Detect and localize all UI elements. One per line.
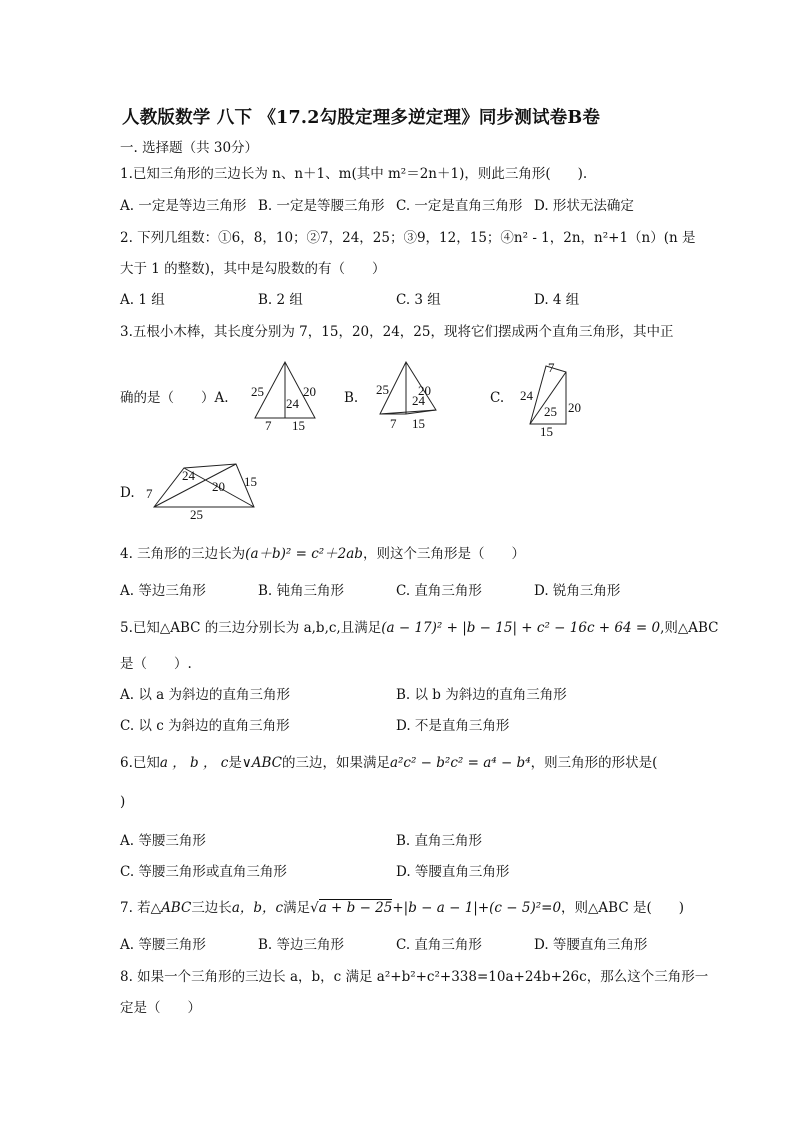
q7-sqrt-radicand: a + b − 25 xyxy=(318,900,393,916)
figure-d-label-20: 20 xyxy=(212,479,225,494)
q7-sqrt-sign: √ xyxy=(310,900,319,916)
q7-stem-mid: 三边长 xyxy=(191,900,232,916)
page-title: 人教版数学 八下 《17.2勾股定理多逆定理》同步测试卷B卷 xyxy=(122,108,601,128)
q6-triangle-symbol: ∨ABC xyxy=(241,755,282,771)
figure-d-label-24: 24 xyxy=(182,468,195,483)
q6-option-c: C. 等腰三角形或直角三角形 xyxy=(120,864,287,880)
q7-formula: +|b − a − 1|+(c − 5)²=0 xyxy=(392,900,562,916)
q4-option-a: A. 等边三角形 xyxy=(120,583,206,599)
figure-c-label-25: 25 xyxy=(544,404,557,419)
q4-formula: (a＋b)² = c²＋2ab xyxy=(245,546,363,562)
q7-vars: a，b，c xyxy=(231,900,284,916)
q5-option-c: C. 以 c 为斜边的直角三角形 xyxy=(120,718,290,734)
q7-stem-mid2: 满足 xyxy=(283,900,311,916)
q3-label-d: D. xyxy=(120,485,135,501)
q7-stem xyxy=(120,899,684,917)
q7-stem-pre: 7. 若△ xyxy=(120,900,162,916)
q6-stem-post: ，则三角形的形状是( xyxy=(530,755,658,771)
q6-stem-pre: 6.已知 xyxy=(120,755,160,771)
q6-stem-mid: 是 xyxy=(228,755,242,771)
q2-stem-line2: 大于 1 的整数)，其中是勾股数的有（ ） xyxy=(120,261,386,277)
q2-option-a: A. 1 组 xyxy=(120,292,165,308)
q8-stem-line2: 定是（ ） xyxy=(120,1000,201,1016)
q6-stem-mid2: 的三边，如果满足 xyxy=(281,755,390,771)
q7-option-b: B. 等边三角形 xyxy=(258,937,345,953)
figure-d-label-25: 25 xyxy=(190,507,203,522)
figure-a-label-25: 25 xyxy=(251,384,264,399)
q4-option-b: B. 钝角三角形 xyxy=(258,583,345,599)
q5-stem-post: ,则△ABC xyxy=(660,620,719,636)
section-heading: 一. 选择题（共 30分） xyxy=(120,140,259,156)
figure-a-triangle xyxy=(245,358,325,434)
q3-stem-line2: 确的是（ ）A. xyxy=(120,390,229,406)
q2-option-b: B. 2 组 xyxy=(258,292,303,308)
q6-vars: a ， b ， c xyxy=(159,755,229,771)
q4-stem-pre: 4. 三角形的三边长为 xyxy=(120,546,246,562)
figure-b-triangle xyxy=(370,358,450,434)
figure-b-label-25: 25 xyxy=(376,382,389,397)
figure-c-label-7: 7 xyxy=(548,360,555,375)
q5-option-b: B. 以 b 为斜边的直角三角形 xyxy=(396,687,567,703)
q5-option-a: A. 以 a 为斜边的直角三角形 xyxy=(120,687,290,703)
q6-formula: a²c² − b²c² = a⁴ − b⁴ xyxy=(389,755,531,771)
q1-option-a: A. 一定是等边三角形 xyxy=(120,198,247,214)
figure-d-outline xyxy=(154,464,254,507)
figure-d-label-7: 7 xyxy=(146,486,153,501)
q5-option-d: D. 不是直角三角形 xyxy=(396,718,510,734)
q7-option-d: D. 等腰直角三角形 xyxy=(534,937,648,953)
q7-option-c: C. 直角三角形 xyxy=(396,937,482,953)
figure-a-label-24: 24 xyxy=(286,396,299,411)
q6-option-d: D. 等腰直角三角形 xyxy=(396,864,510,880)
q2-stem-line1: 2. 下列几组数：①6，8，10；②7，24，25；③9，12，15；④n² - 1，2n，n²+1（n）(n 是 xyxy=(120,230,696,246)
figure-a-label-20: 20 xyxy=(303,384,316,399)
figure-c-quadrilateral xyxy=(516,360,586,440)
q1-option-b: B. 一定是等腰三角形 xyxy=(258,198,385,214)
q6-stem-line2: ) xyxy=(120,794,126,810)
q7-abc: ABC xyxy=(161,900,192,916)
q5-stem-pre: 5.已知△ABC 的三边分别长为 a,b,c,且满足 xyxy=(120,620,382,636)
q3-stem-line1: 3.五根小木棒，其长度分别为 7，15，20，24，25，现将它们摆成两个直角三角形，其中正 xyxy=(120,324,674,340)
q1-stem: 1.已知三角形的三边长为 n、n＋1、m(其中 m²＝2n＋1)，则此三角形( ). xyxy=(120,166,588,182)
figure-d-label-15: 15 xyxy=(244,474,257,489)
q5-formula: (a − 17)² + |b − 15| + c² − 16c + 64 = 0 xyxy=(381,620,661,636)
q3-label-b: B. xyxy=(344,390,359,406)
q7-option-a: A. 等腰三角形 xyxy=(120,937,206,953)
q2-option-d: D. 4 组 xyxy=(534,292,580,308)
figure-c-label-15: 15 xyxy=(540,424,553,439)
figure-b-label-24: 24 xyxy=(412,393,425,408)
q3-label-c: C. xyxy=(490,390,505,406)
q4-stem-post: ，则这个三角形是（ ） xyxy=(362,546,525,562)
q4-stem xyxy=(120,545,525,563)
q7-stem-post: ，则△ABC 是( ) xyxy=(561,900,685,916)
q5-stem-line1 xyxy=(120,619,719,637)
q8-stem-line1: 8. 如果一个三角形的三边长 a，b，c 满足 a²+b²+c²+338=10a+24b+26c，那么这个三角形一 xyxy=(120,969,709,985)
figure-a-label-7: 7 xyxy=(265,418,272,433)
q5-stem-line2: 是（ ）. xyxy=(120,656,192,672)
figure-b-label-7: 7 xyxy=(390,416,397,431)
q6-option-a: A. 等腰三角形 xyxy=(120,833,206,849)
q1-option-d: D. 形状无法确定 xyxy=(534,198,634,214)
q2-option-c: C. 3 组 xyxy=(396,292,441,308)
figure-b-label-15: 15 xyxy=(412,416,425,431)
q4-option-c: C. 直角三角形 xyxy=(396,583,482,599)
q1-option-c: C. 一定是直角三角形 xyxy=(396,198,523,214)
figure-c-label-20: 20 xyxy=(568,400,581,415)
figure-d-shape xyxy=(144,460,266,522)
q6-option-b: B. 直角三角形 xyxy=(396,833,483,849)
figure-b-label-20: 20 xyxy=(418,383,431,398)
figure-a-label-15: 15 xyxy=(292,418,305,433)
q4-option-d: D. 锐角三角形 xyxy=(534,583,621,599)
q6-stem-line1 xyxy=(120,754,657,772)
figure-c-label-24: 24 xyxy=(520,388,533,403)
